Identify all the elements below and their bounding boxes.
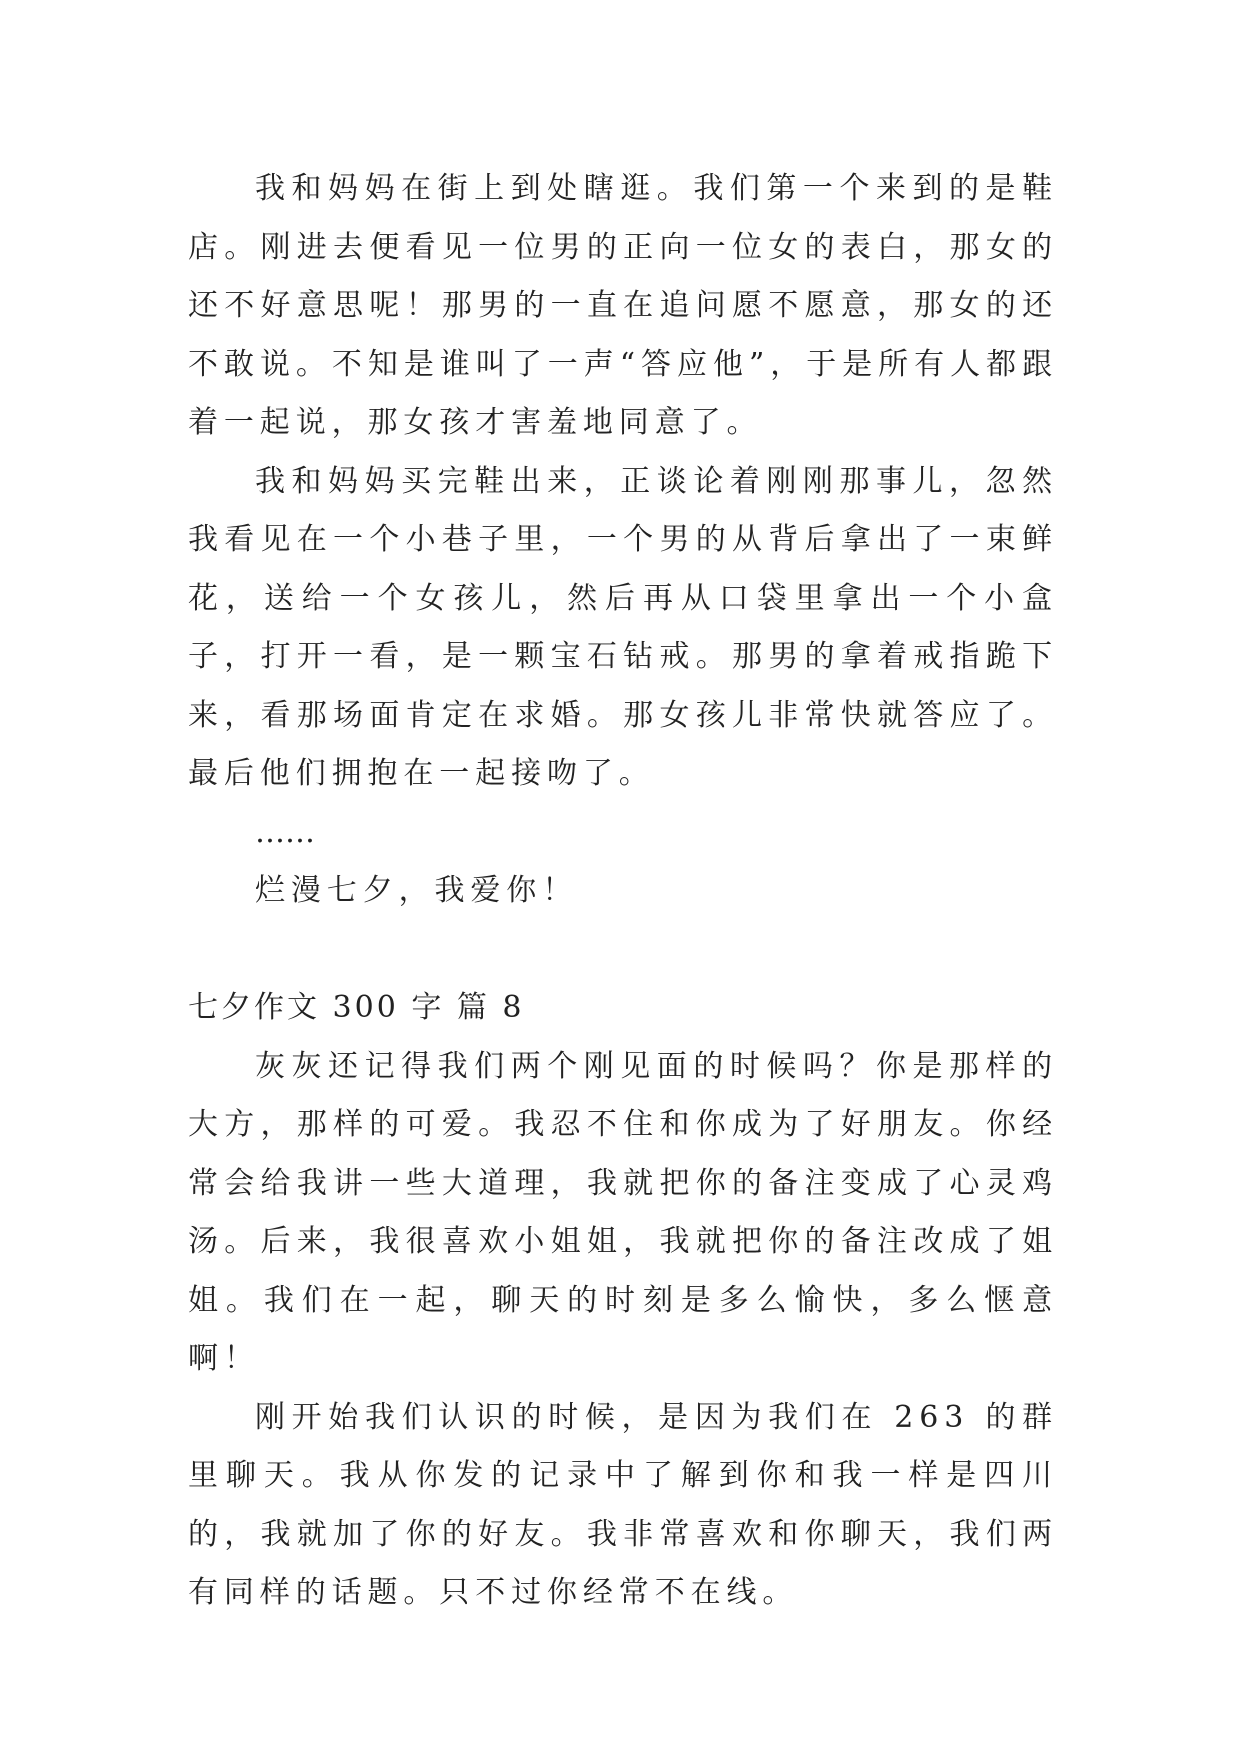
closing-line: 烂漫七夕，我爱你！ — [255, 873, 579, 908]
paragraph-shoe-store: 我和妈妈在街上到处瞎逛。我们第一个来到的是鞋店。刚进去便看见一位男的正向一位女的表白，那女的还不好意思呢！那男的一直在追问愿不愿意，那女的还不敢说。不知是谁叫了一声“答应他”，于是所有人都跟着一起说，那女孩才害羞地同意了。 — [188, 171, 1058, 440]
paragraph-first-meeting: 刚开始我们认识的时候，是因为我们在 263 的群里聊天。我从你发的记录中了解到你和我一样是四川的，我就加了你的好友。我非常喜欢和你聊天，我们两有同样的话题。只不过你经常不在线。 — [188, 1399, 1058, 1610]
section-heading: 七夕作文 300 字 篇 8 — [188, 990, 525, 1025]
section-spacer — [188, 921, 1058, 980]
document-body — [188, 160, 1058, 1623]
paragraph-huihui: 灰灰还记得我们两个刚见面的时候吗？你是那样的大方，那样的可爱。我忍不住和你成为了好朋友。你经常会给我讲一些大道理，我就把你的备注变成了心灵鸡汤。后来，我很喜欢小姐姐，我就把你的备注改成了姐姐。我们在一起，聊天的时刻是多么愉快，多么惬意啊！ — [188, 1048, 1058, 1376]
paragraph-proposal: 我和妈妈买完鞋出来，正谈论着刚刚那事儿，忽然我看见在一个小巷子里，一个男的从背后拿出了一束鲜花，送给一个女孩儿，然后再从口袋里拿出一个小盒子，打开一看，是一颗宝石钻戒。那男的拿着戒指跪下来，看那场面肯定在求婚。那女孩儿非常快就答应了。最后他们拥抱在一起接吻了。 — [188, 463, 1058, 791]
ellipsis: …… — [255, 814, 315, 850]
